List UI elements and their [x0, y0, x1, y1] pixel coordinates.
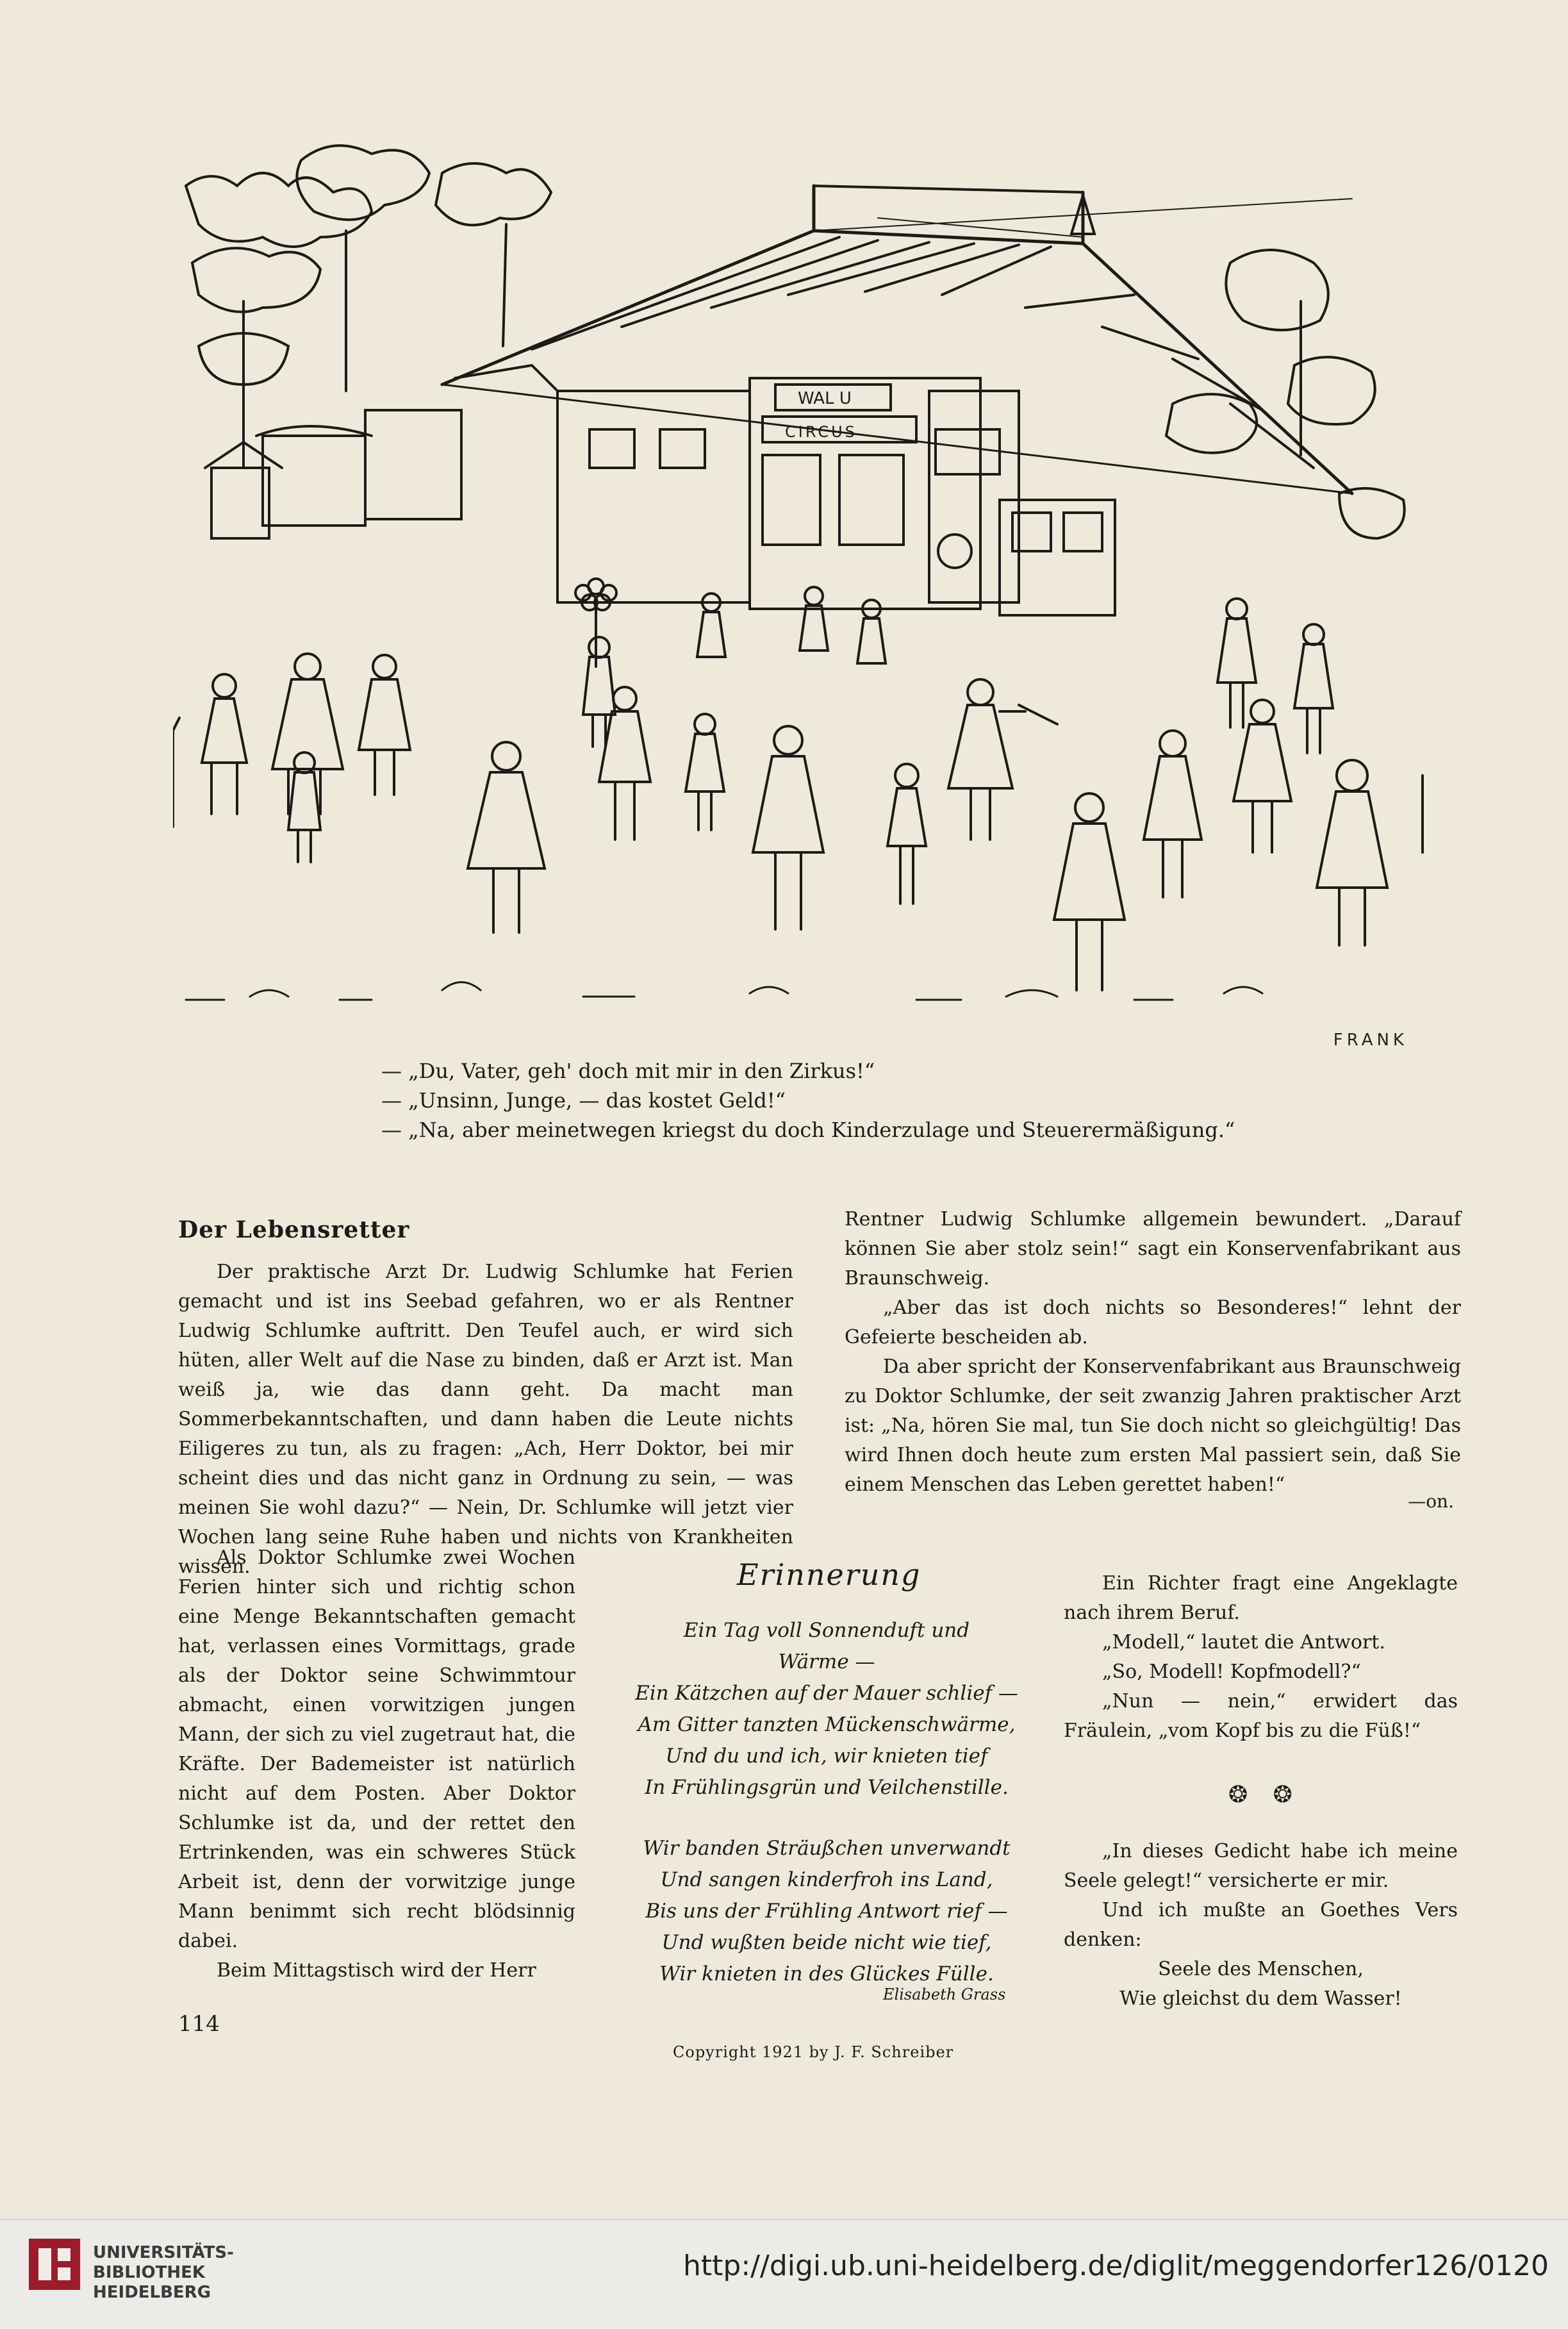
anecdote-line: „So, Modell! Kopfmodell?“ — [1102, 1661, 1361, 1683]
poem-body — [590, 1615, 1064, 1990]
article-column-right — [845, 1205, 1461, 1500]
anecdote-judge — [1064, 1569, 1458, 1746]
caption-line-3: — „Na, aber meinetwegen kriegst du doch Kinderzulage und Steuerermäßigung.“ — [381, 1118, 1235, 1142]
anecdote-line: Und ich mußte an Goethes Vers denken: — [1064, 1899, 1458, 1951]
anecdote-line: „Modell,“ lautet die Antwort. — [1102, 1631, 1385, 1654]
anecdote-line: Ein Richter fragt eine Angeklagte nach ihrem Beruf. — [1064, 1572, 1458, 1624]
poem-line: Wir banden Sträußchen unverwandt — [643, 1837, 1011, 1860]
verse-line: Wie gleichst du dem Wasser! — [1119, 1987, 1402, 2010]
poem-line: In Frühlingsgrün und Veilchenstille. — [645, 1776, 1009, 1799]
article-title: Der Lebensretter — [178, 1216, 410, 1243]
library-name-line: BIBLIOTHEK — [93, 2263, 206, 2282]
page-number: 114 — [178, 2011, 220, 2037]
circus-facade — [557, 378, 1115, 615]
poem-line: Wärme — — [778, 1650, 875, 1673]
article-paragraph: Der praktische Arzt Dr. Ludwig Schlumke hat Ferien gemacht und ist ins Seebad gefahren, wo er als Rentner Ludwig Schlumke auftritt. Den Teufel auch, er wird sich hüten, aller Welt auf die Nase zu binden, daß er Arzt ist. Man weiß ja, wie das dann geht. Da macht man Sommerbekanntschaften, und dann haben die Leute nichts Eiligeres zu tun, als zu fragen: „Ach, Herr Doktor, bei mir scheint dies und das nicht ganz in Ordnung zu sein, — was meinen Sie wohl dazu?“ — Nein, Dr. Schlumke will jetzt vier Wochen lang seine Ruhe haben und nichts von Krankheiten wissen. — [178, 1261, 793, 1578]
library-name-line: UNIVERSITÄTS- — [93, 2243, 234, 2262]
caption-line-1: — „Du, Vater, geh' doch mit mir in den Zirkus!“ — [381, 1059, 875, 1083]
article-paragraph: Rentner Ludwig Schlumke allgemein bewundert. „Darauf können Sie aber stolz sein!“ sagt ein Konservenfabrikant aus Braunschweig. — [845, 1208, 1461, 1289]
artist-signature: FRANK — [1333, 1031, 1408, 1050]
poem-line: Bis uns der Frühling Antwort rief — — [645, 1900, 1008, 1923]
article-paragraph: Da aber spricht der Konservenfabrikant aus Braunschweig zu Doktor Schlumke, der seit zwanzig Jahren praktischer Arzt ist: „Na, hören Sie mal, tun Sie doch nicht so gleichgültig! Das wird Ihnen doch heute zum ersten Mal passiert sein, daß Sie einem Menschen das Leben gerettet haben!“ — [845, 1355, 1461, 1496]
article-paragraph: „Aber das ist doch nichts so Besonderes!“ lehnt der Gefeierte bescheiden ab. — [845, 1297, 1461, 1348]
poem-line: Am Gitter tanzten Mückenschwärme, — [638, 1713, 1016, 1736]
article-column-left-top — [178, 1257, 793, 1582]
illustration-caption — [381, 1056, 1291, 1145]
tent-sign-top: WAL U — [798, 389, 852, 408]
poem-line: Und sangen kinderfroh ins Land, — [660, 1868, 993, 1891]
circus-illustration — [173, 135, 1448, 1064]
circus-tent — [442, 186, 1352, 493]
anecdote-poem — [1064, 1837, 1458, 2014]
anecdote-line: „In dieses Gedicht habe ich meine Seele gelegt!“ versicherte er mir. — [1064, 1840, 1458, 1892]
section-ornament: ❂ ❂ — [1228, 1782, 1301, 1808]
library-logo-icon — [26, 2235, 83, 2293]
verse-line: Seele des Menschen, — [1158, 1958, 1364, 1980]
article-signature: —on. — [1408, 1491, 1454, 1512]
poem-title: Erinnerung — [737, 1557, 921, 1592]
library-name-line: HEIDELBERG — [93, 2283, 211, 2302]
poem-line: Und du und ich, wir knieten tief — [665, 1745, 988, 1768]
article-paragraph: Beim Mittagstisch wird der Herr — [217, 1959, 536, 1982]
poem-line: Ein Tag voll Sonnenduft und — [683, 1619, 970, 1642]
document-url[interactable]: http://digi.ub.uni-heidelberg.de/diglit/meggendorfer126/0120 — [683, 2250, 1549, 2282]
article-column-left-bottom — [178, 1543, 575, 1985]
article-paragraph: Als Doktor Schlumke zwei Wochen Ferien hinter sich und richtig schon eine Menge Bekanntschaften gemacht hat, verlassen eines Vormittags, grade als der Doktor seine Schwimmtour abmacht, einen vorwitzigen jungen Mann, der sich zu viel zugetraut hat, die Kräfte. Der Bademeister ist natürlich nicht auf dem Posten. Aber Doktor Schlumke ist da, und der rettet den Ertrinkenden, was ein schweres Stück Arbeit ist, denn der vorwitzige junge Mann benimmt sich recht blödsinnig dabei. — [178, 1546, 575, 1952]
crowd-figures — [173, 579, 1423, 990]
library-name — [93, 2243, 234, 2303]
tent-sign-main: CIRCUS — [785, 423, 857, 441]
poem-line: Und wußten beide nicht wie tief, — [661, 1931, 992, 1954]
poem-line: Ein Kätzchen auf der Mauer schlief — — [635, 1682, 1018, 1705]
poem-line: Wir knieten in des Glückes Fülle. — [659, 1962, 994, 1985]
tree-scribbles — [186, 145, 1405, 538]
copyright-notice: Copyright 1921 by J. F. Schreiber — [673, 2043, 954, 2061]
caption-line-2: — „Unsinn, Junge, — das kostet Geld!“ — [381, 1088, 786, 1113]
anecdote-line: „Nun — nein,“ erwidert das Fräulein, „vom Kopf bis zu die Füß!“ — [1064, 1690, 1458, 1742]
poem-author: Elisabeth Grass — [883, 1985, 1006, 2003]
